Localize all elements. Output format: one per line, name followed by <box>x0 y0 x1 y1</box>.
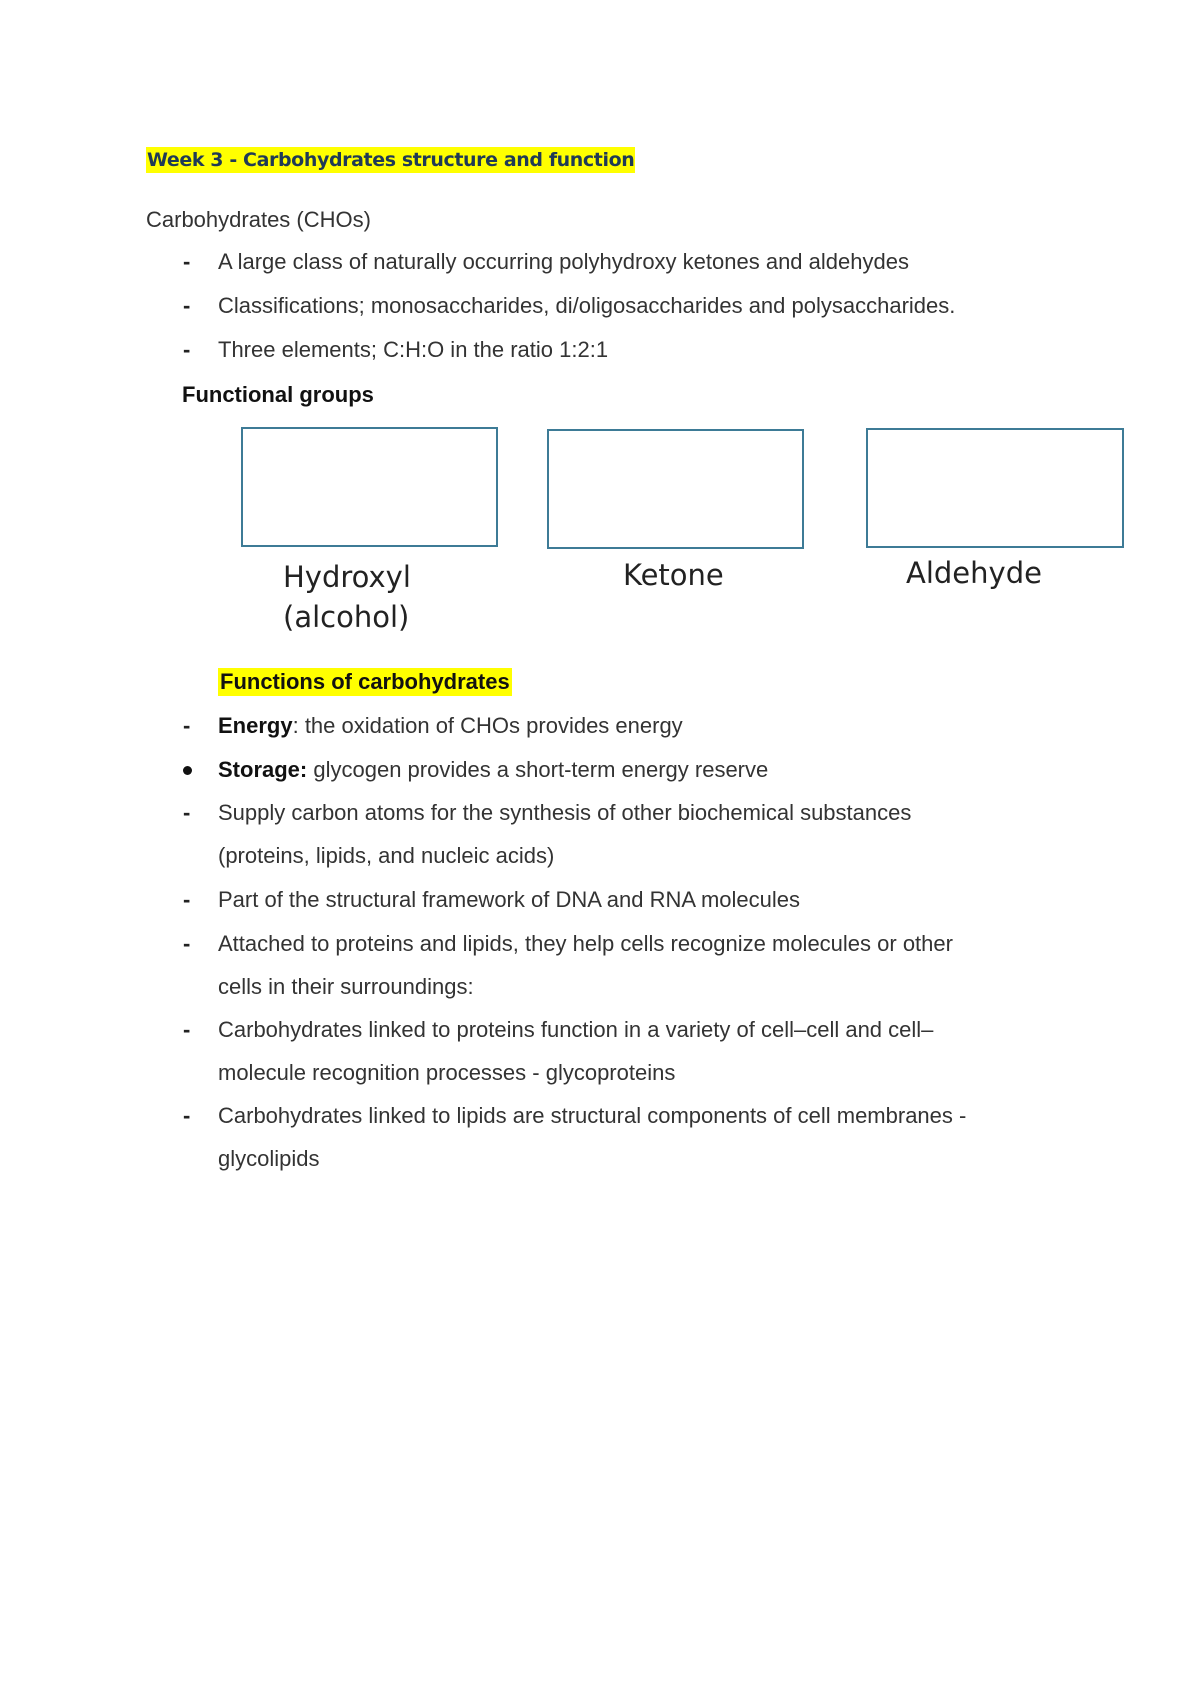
carbohydrates-subheading: Carbohydrates (CHOs) <box>146 207 371 232</box>
dash-marker: - <box>183 931 191 956</box>
aldehyde-label: Aldehyde <box>906 556 1042 590</box>
ketone-structure-box <box>547 429 804 549</box>
list-item-text: Carbohydrates linked to lipids are structural components of cell membranes - <box>218 1103 967 1128</box>
list-item-text <box>218 712 683 740</box>
document-title: Week 3 - Carbohydrates structure and function <box>147 149 635 171</box>
dash-marker: - <box>183 337 191 362</box>
storage-label: Storage: <box>218 757 308 782</box>
dash-marker: - <box>183 293 191 318</box>
dash-marker: - <box>183 800 191 825</box>
list-item-continuation: (proteins, lipids, and nucleic acids) <box>218 843 555 868</box>
dash-marker: - <box>183 1017 191 1042</box>
dash-marker: - <box>183 887 191 912</box>
hydroxyl-label: Hydroxyl <box>283 560 411 594</box>
bullet-marker <box>183 766 192 775</box>
list-item-continuation: molecule recognition processes - glycoproteins <box>218 1060 676 1085</box>
functional-groups-heading: Functional groups <box>182 382 374 407</box>
list-item-continuation: glycolipids <box>218 1146 320 1171</box>
aldehyde-structure-box <box>866 428 1124 548</box>
dash-marker: - <box>183 713 191 738</box>
dash-marker: - <box>183 1103 191 1128</box>
ketone-label: Ketone <box>623 558 724 592</box>
dash-marker: - <box>183 249 191 274</box>
list-item-text <box>218 756 768 784</box>
list-item-text: A large class of naturally occurring polyhydroxy ketones and aldehydes <box>218 249 909 274</box>
energy-text: : the oxidation of CHOs provides energy <box>292 713 683 738</box>
list-item-text: Carbohydrates linked to proteins function in a variety of cell–cell and cell– <box>218 1017 934 1042</box>
list-item-text: Attached to proteins and lipids, they help cells recognize molecules or other <box>218 931 953 956</box>
list-item-continuation: cells in their surroundings: <box>218 974 474 999</box>
hydroxyl-structure-box <box>241 427 498 547</box>
storage-text: glycogen provides a short-term energy reserve <box>307 757 769 782</box>
energy-label: Energy <box>218 713 293 738</box>
list-item-text: Part of the structural framework of DNA and RNA molecules <box>218 887 801 912</box>
list-item-text: Three elements; C:H:O in the ratio 1:2:1 <box>218 337 609 362</box>
functions-heading: Functions of carbohydrates <box>220 669 510 694</box>
list-item-text: Classifications; monosaccharides, di/oligosaccharides and polysaccharides. <box>218 293 956 318</box>
hydroxyl-alcohol-label: (alcohol) <box>283 600 410 634</box>
list-item-text: Supply carbon atoms for the synthesis of other biochemical substances <box>218 800 912 825</box>
